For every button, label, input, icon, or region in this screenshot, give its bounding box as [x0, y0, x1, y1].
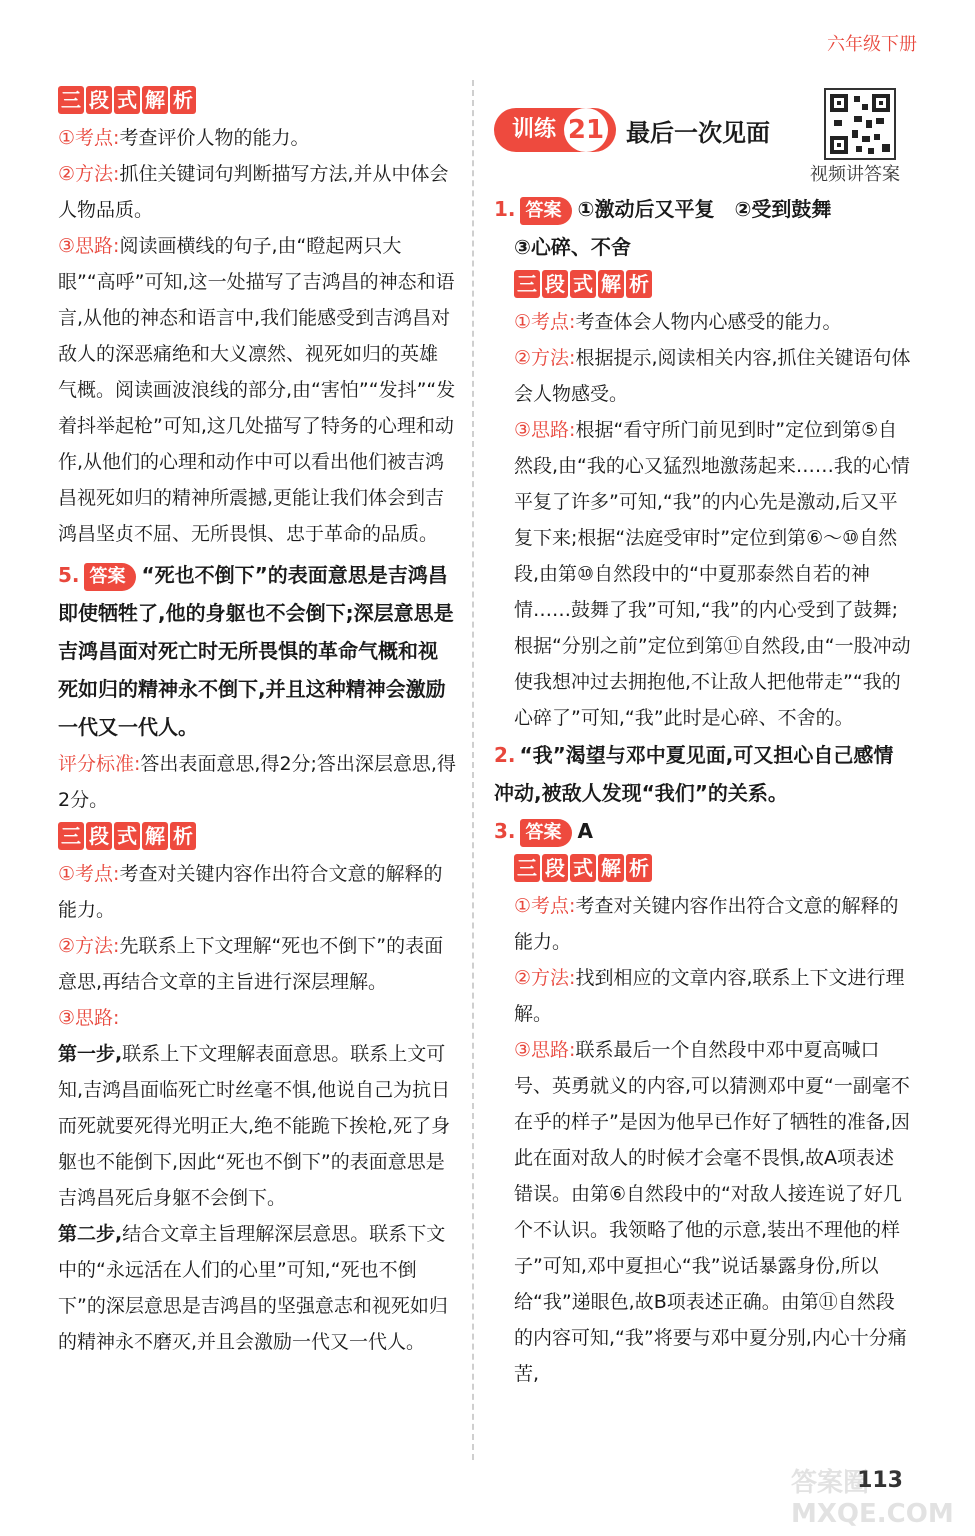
analysis-method: ②方法:根据提示,阅读相关内容,抓住关键语句体会人物感受。 [514, 347, 911, 405]
analysis-tag: 三 段 式 解 析 [58, 822, 196, 850]
analysis-reasoning: ③思路:联系最后一个自然段中邓中夏高喊口号、英勇就义的内容,可以猜测邓中夏“一副毫不在乎的样子”是因为他早已作好了牺牲的准备,因此在面对敌人的时候才会毫不畏惧,故A项表述错误。由第⑥自然段中的“对敌人接连说了好几个不认识。我领略了他的示意,装出不理他的样子”可知,邓中夏担心“我”说话暴露身份,所以给“我”递眼色,故B项表述正确。由第⑪自然段的内容可知,“我”将要与邓中夏分别,内心十分痛苦, [514, 1039, 910, 1385]
analysis-method: ②方法:抓住关键词句判断描写方法,并从中体会人物品质。 [58, 163, 449, 221]
qr-label: 视频讲答案 [810, 164, 900, 185]
step-2: 第二步,结合文章主旨理解深层意思。联系下文中的“永远活在人们的心里”可知,“死也不倒下”的深层意思是吉鸿昌的坚强意志和视死如归的精神永不磨灭,并且会激励一代又一代人。 [58, 1223, 448, 1353]
training-badge: 训练 21 [494, 108, 616, 152]
analysis-point: ①考点:考查评价人物的能力。 [58, 127, 310, 149]
question-2-answer: 2. “我”渴望与邓中夏见面,可又担心自己感情冲动,被敌人发现“我们”的关系。 [494, 743, 894, 805]
analysis-reasoning: ③思路:根据“看守所门前见到时”定位到第⑤自然段,由“我的心又猛烈地激荡起来……我的心情平复了许多”可知,“我”的内心先是激动,后又平复下来;根据“法庭受审时”定位到第⑥～⑩自然段,由第⑩自然段中的“中夏那泰然自若的神情……鼓舞了我”可知,“我”的内心受到了鼓舞;根据“分别之前”定位到第⑪自然段,由“一股冲动使我想冲过去拥抱他,不让敌人把他带走”“我的心碎了”可知,“我”此时是心碎、不舍的。 [514, 419, 911, 729]
answer-badge: 答案 [520, 197, 572, 225]
question-1-answer: 1. 答案 ①激动后又平复 ②受到鼓舞 [494, 190, 912, 228]
question-1-answer-line2: ③心碎、不舍 [514, 235, 631, 259]
step-1: 第一步,联系上下文理解表面意思。联系上文可知,吉鸿昌面临死亡时丝毫不惧,他说自己为抗日而死就要死得光明正大,绝不能跪下挨枪,死了身躯也不能倒下,因此“死也不倒下”的表面意思是吉鸿昌死后身躯不会倒下。 [58, 1043, 451, 1209]
column-divider [472, 80, 474, 1460]
analysis-tag: 三 段 式 解 析 [514, 854, 652, 882]
watermark: 答案圈 MXQE.COM [791, 1468, 954, 1529]
training-title: 最后一次见面 [626, 118, 771, 147]
training-header [494, 108, 770, 152]
analysis-method: ②方法:先联系上下文理解“死也不倒下”的表面意思,再结合文章的主旨进行深层理解。 [58, 935, 444, 993]
analysis-point: ①考点:考查对关键内容作出符合文意的解释的能力。 [58, 863, 443, 921]
analysis-point: ①考点:考查体会人物内心感受的能力。 [514, 311, 842, 333]
left-column [58, 82, 456, 1360]
question-3-answer: 3. 答案 A [494, 812, 912, 850]
right-column [494, 190, 912, 1392]
analysis-tag: 三 段 式 解 析 [58, 86, 196, 114]
page-number: 113 [857, 1468, 903, 1493]
analysis-method: ②方法:找到相应的文章内容,联系上下文进行理解。 [514, 967, 905, 1025]
qr-code-icon[interactable] [824, 88, 896, 160]
analysis-tag: 三 段 式 解 析 [514, 270, 652, 298]
analysis-reasoning: ③思路:阅读画横线的句子,由“瞪起两只大眼”“高呼”可知,这一处描写了吉鸿昌的神态和语言,从他的神态和语言中,我们能感受到吉鸿昌对敌人的深恶痛绝和大义凛然、视死如归的英雄气概。阅读画波浪线的部分,由“害怕”“发抖”“发着抖举起枪”可知,这几处描写了特务的心理和动作,从他们的心理和动作中可以看出他们被吉鸿昌视死如归的精神所震撼,更能让我们体会到吉鸿昌坚贞不屈、无所畏惧、忠于革命的品质。 [58, 235, 456, 545]
analysis-point: ①考点:考查对关键内容作出符合文意的解释的能力。 [514, 895, 899, 953]
answer-badge: 答案 [84, 563, 136, 591]
grade-label: 六年级下册 [827, 34, 917, 55]
answer-badge: 答案 [520, 819, 572, 847]
question-5-answer: 5. 答案 “死也不倒下”的表面意思是吉鸿昌即使牺牲了,他的身躯也不会倒下;深层意思是吉鸿昌面对死亡时无所畏惧的革命气概和视死如归的精神永不倒下,并且这种精神会激励一代又一代人。 [58, 563, 454, 739]
score-standard: 评分标准:答出表面意思,得2分;答出深层意思,得2分。 [58, 753, 456, 811]
analysis-reasoning: ③思路: [58, 1007, 120, 1029]
